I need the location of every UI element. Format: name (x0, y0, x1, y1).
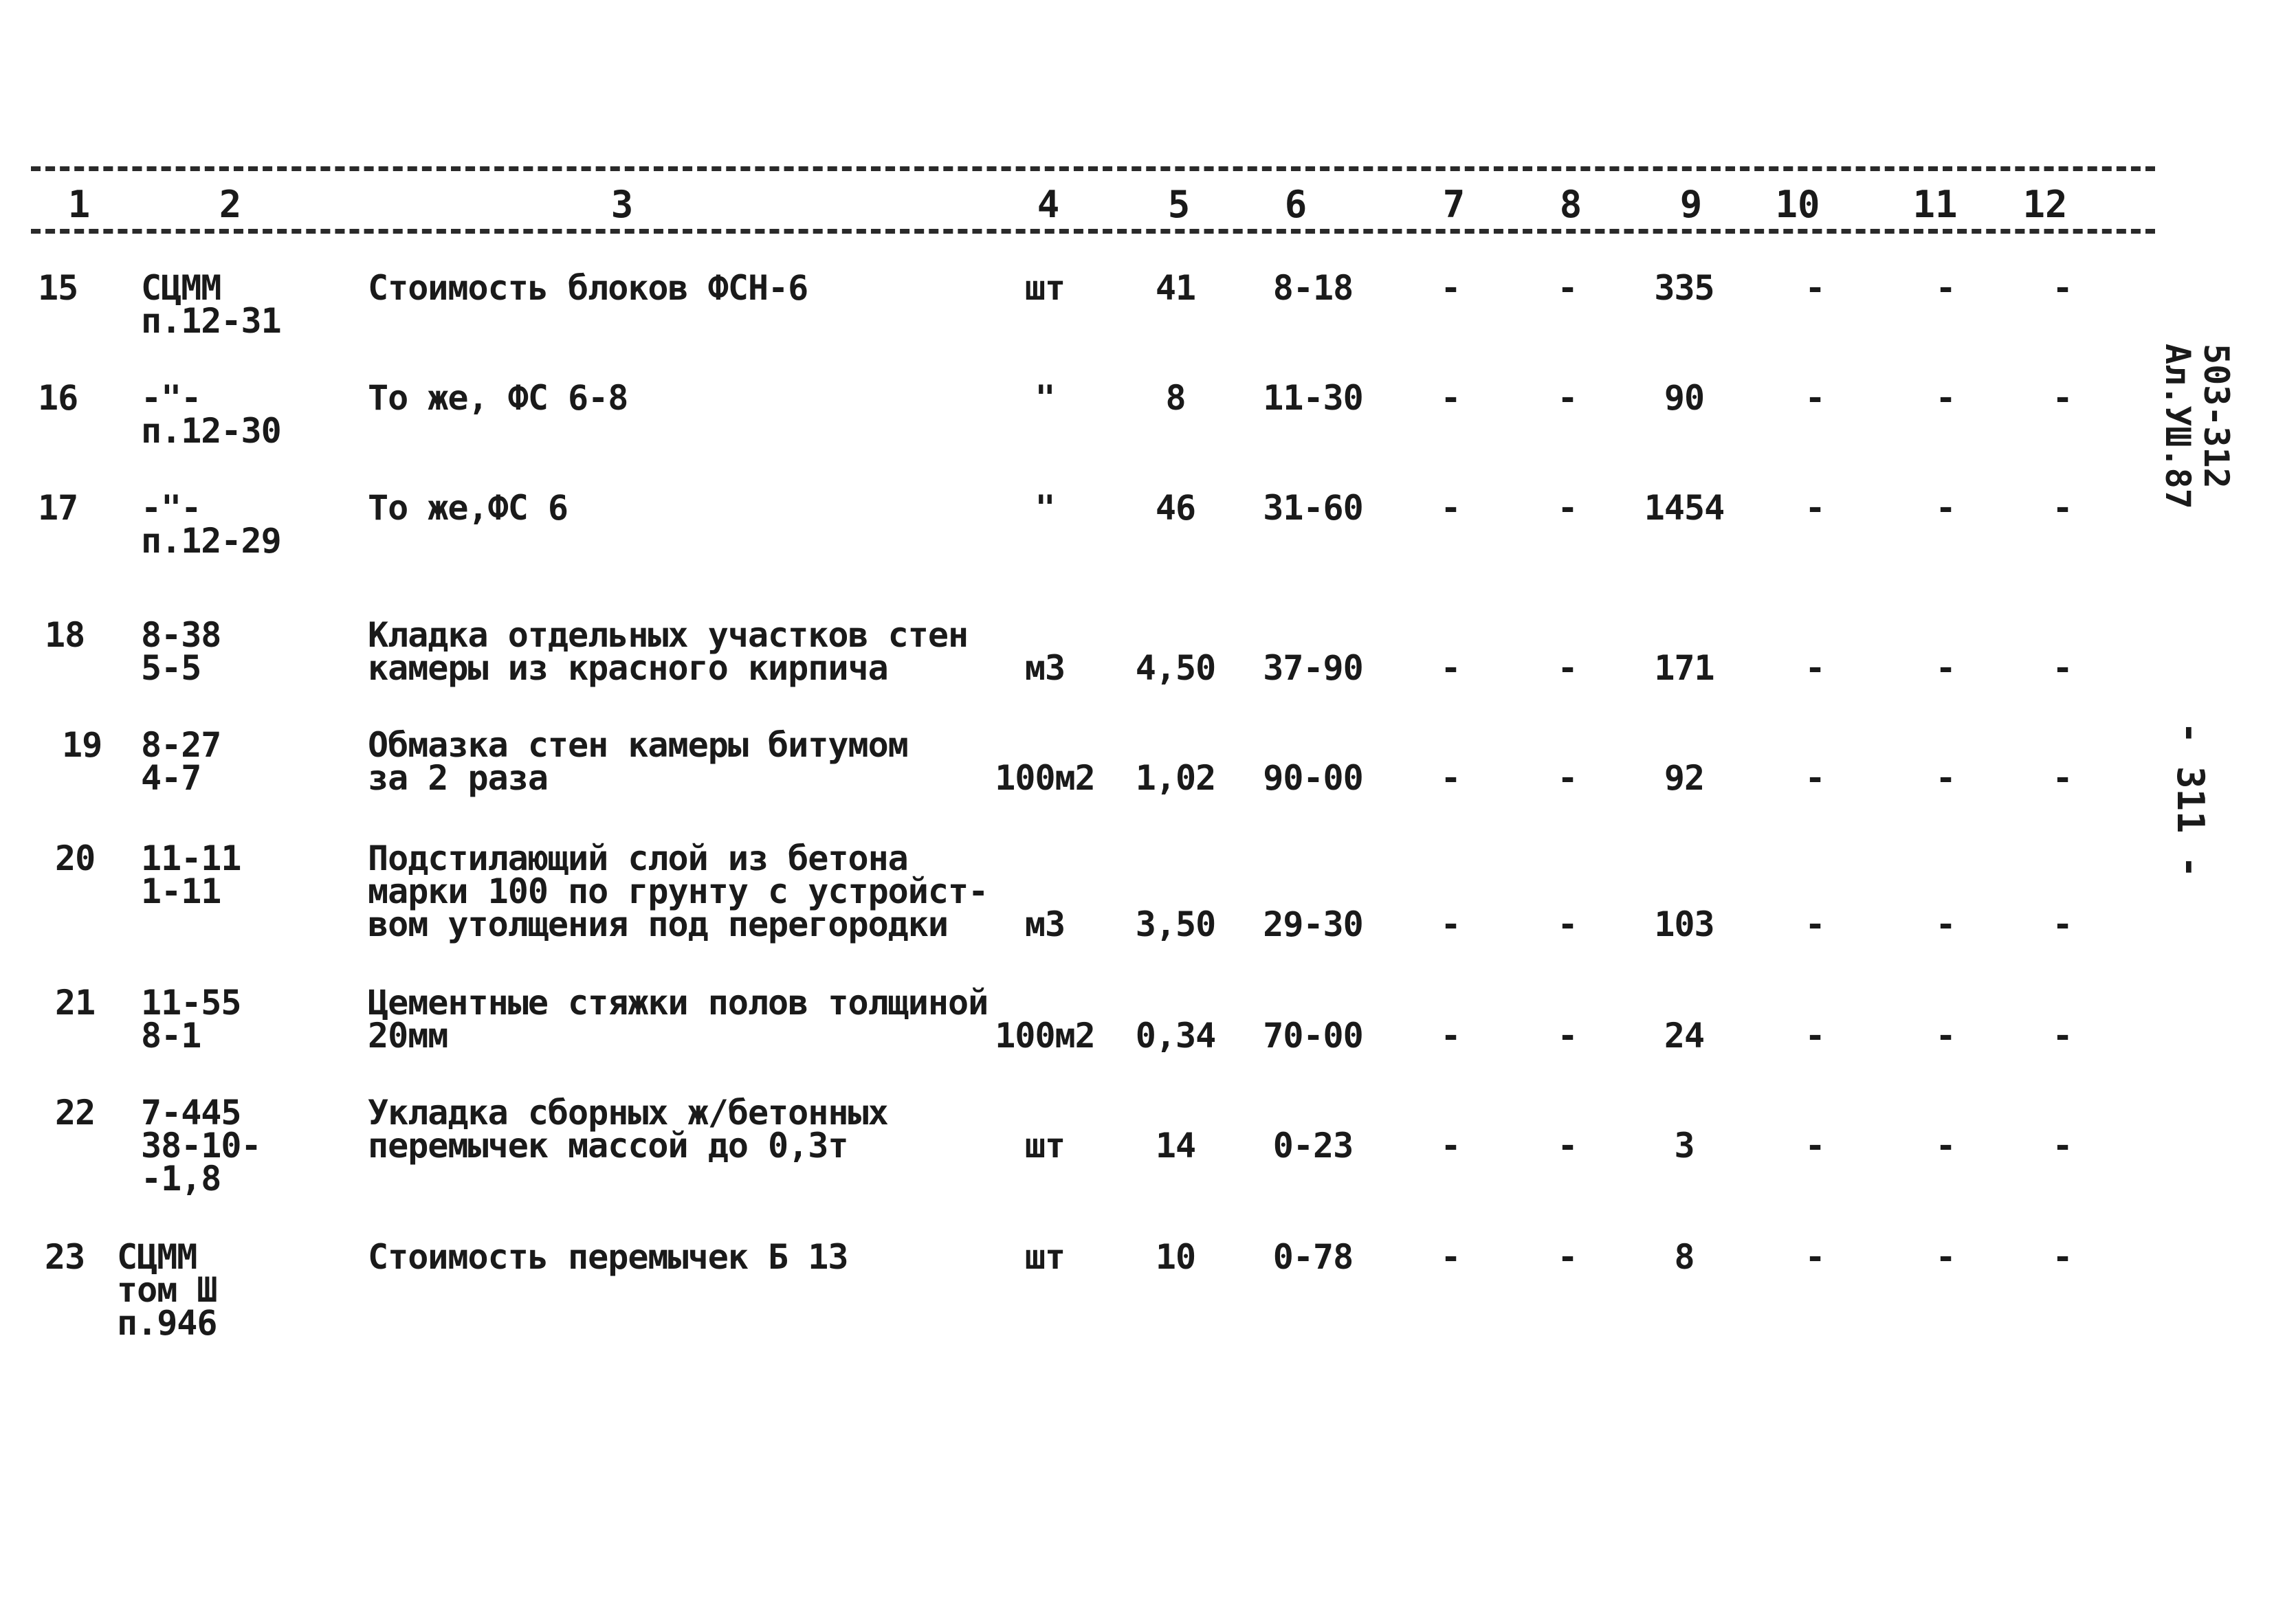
row-number: 20 (55, 838, 96, 878)
work-description: Укладка сборных ж/бетонных перемычек массой до 0,3т (368, 1093, 888, 1166)
document-code-line2: Ал.УШ.87 (2158, 344, 2198, 509)
unit: 100м2 (995, 758, 1095, 798)
col-12-value: - (2052, 1016, 2073, 1056)
row-number: 23 (45, 1237, 85, 1277)
col-10-value: - (1804, 268, 1825, 308)
col-11-value: - (1935, 488, 1956, 528)
col-header-12: 12 (2022, 183, 2068, 226)
total-cost: 335 (1654, 268, 1714, 308)
total-cost: 1454 (1644, 488, 1725, 528)
norm-code: -"- п.12-30 (141, 378, 281, 451)
norm-code: СЦММ том Ш п.946 (117, 1237, 217, 1343)
unit-price: 70-00 (1263, 1016, 1363, 1056)
unit: шт (1024, 268, 1066, 308)
col-7-value: - (1440, 648, 1461, 688)
col-12-value: - (2052, 378, 2073, 418)
row-number: 17 (38, 488, 78, 528)
col-8-value: - (1557, 1126, 1578, 1166)
document-code-line1: 503-312 (2196, 344, 2236, 489)
col-10-value: - (1804, 1126, 1825, 1166)
col-8-value: - (1557, 1016, 1578, 1056)
col-7-value: - (1440, 268, 1461, 308)
norm-code: 8-38 5-5 (141, 615, 221, 688)
unit: шт (1024, 1126, 1066, 1166)
row-number: 15 (38, 268, 78, 308)
col-10-value: - (1804, 758, 1825, 798)
col-header-8: 8 (1559, 183, 1582, 226)
col-header-4: 4 (1037, 183, 1060, 226)
col-7-value: - (1440, 1016, 1461, 1056)
total-cost: 90 (1664, 378, 1705, 418)
header-bottom-rule (31, 229, 2155, 234)
quantity: 3,50 (1135, 904, 1216, 944)
work-description: То же,ФС 6 (368, 488, 568, 528)
unit-price: 8-18 (1272, 268, 1354, 308)
quantity: 8 (1165, 378, 1186, 418)
quantity: 4,50 (1135, 648, 1216, 688)
total-cost: 24 (1664, 1016, 1705, 1056)
col-10-value: - (1804, 1016, 1825, 1056)
col-header-7: 7 (1442, 183, 1466, 226)
col-8-value: - (1557, 378, 1578, 418)
unit: " (1035, 488, 1055, 528)
quantity: 46 (1155, 488, 1196, 528)
col-11-value: - (1935, 758, 1956, 798)
unit: 100м2 (995, 1016, 1095, 1056)
quantity: 1,02 (1135, 758, 1216, 798)
col-11-value: - (1935, 1126, 1956, 1166)
work-description: Кладка отдельных участков стен камеры из красного кирпича (368, 615, 969, 688)
col-8-value: - (1557, 758, 1578, 798)
col-header-9: 9 (1679, 183, 1703, 226)
col-12-value: - (2052, 758, 2073, 798)
unit: м3 (1024, 648, 1066, 688)
col-12-value: - (2052, 904, 2073, 944)
row-number: 19 (62, 725, 102, 765)
unit-price: 11-30 (1263, 378, 1363, 418)
norm-code: 11-11 1-11 (141, 838, 241, 911)
unit-price: 0-78 (1272, 1237, 1354, 1277)
col-header-5: 5 (1167, 183, 1191, 226)
col-8-value: - (1557, 1237, 1578, 1277)
work-description: Стоимость перемычек Б 13 (368, 1237, 848, 1277)
col-11-value: - (1935, 904, 1956, 944)
col-11-value: - (1935, 648, 1956, 688)
total-cost: 171 (1654, 648, 1714, 688)
unit-price: 0-23 (1272, 1126, 1354, 1166)
work-description: Стоимость блоков ФСН-6 (368, 268, 808, 308)
row-number: 16 (38, 378, 78, 418)
unit: " (1035, 378, 1055, 418)
total-cost: 103 (1654, 904, 1714, 944)
document-code (2159, 344, 2236, 509)
col-12-value: - (2052, 1237, 2073, 1277)
col-7-value: - (1440, 904, 1461, 944)
col-7-value: - (1440, 758, 1461, 798)
unit-price: 31-60 (1263, 488, 1363, 528)
page-number: - 311 - (2169, 722, 2212, 878)
col-header-10: 10 (1775, 183, 1820, 226)
work-description: Подстилающий слой из бетона марки 100 по грунту с устройст- вом утолщения под перегородки (368, 838, 989, 944)
row-number: 18 (45, 615, 85, 655)
col-8-value: - (1557, 488, 1578, 528)
work-description: Цементные стяжки полов толщиной 20мм (368, 983, 989, 1056)
col-11-value: - (1935, 268, 1956, 308)
col-10-value: - (1804, 488, 1825, 528)
unit-price: 37-90 (1263, 648, 1363, 688)
norm-code: 7-445 38-10- -1,8 (141, 1093, 261, 1199)
col-7-value: - (1440, 1126, 1461, 1166)
unit: шт (1024, 1237, 1066, 1277)
col-11-value: - (1935, 1016, 1956, 1056)
norm-code: 11-55 8-1 (141, 983, 241, 1056)
quantity: 41 (1155, 268, 1196, 308)
row-number: 22 (55, 1093, 96, 1133)
col-8-value: - (1557, 648, 1578, 688)
col-10-value: - (1804, 648, 1825, 688)
total-cost: 92 (1664, 758, 1705, 798)
col-8-value: - (1557, 904, 1578, 944)
col-header-2: 2 (219, 183, 242, 226)
quantity: 10 (1155, 1237, 1196, 1277)
unit-price: 29-30 (1263, 904, 1363, 944)
col-7-value: - (1440, 1237, 1461, 1277)
unit: м3 (1024, 904, 1066, 944)
col-12-value: - (2052, 1126, 2073, 1166)
col-10-value: - (1804, 904, 1825, 944)
work-description: Обмазка стен камеры битумом за 2 раза (368, 725, 908, 798)
col-header-11: 11 (1912, 183, 1958, 226)
col-header-1: 1 (67, 183, 91, 226)
total-cost: 3 (1674, 1126, 1695, 1166)
col-8-value: - (1557, 268, 1578, 308)
quantity: 0,34 (1135, 1016, 1216, 1056)
col-12-value: - (2052, 268, 2073, 308)
col-header-3: 3 (610, 183, 634, 226)
norm-code: СЦММ п.12-31 (141, 268, 281, 341)
col-header-6: 6 (1284, 183, 1307, 226)
col-12-value: - (2052, 648, 2073, 688)
quantity: 14 (1155, 1126, 1196, 1166)
col-11-value: - (1935, 378, 1956, 418)
col-11-value: - (1935, 1237, 1956, 1277)
work-description: То же, ФС 6-8 (368, 378, 628, 418)
col-10-value: - (1804, 1237, 1825, 1277)
header-top-rule (31, 166, 2155, 171)
col-7-value: - (1440, 378, 1461, 418)
norm-code: 8-27 4-7 (141, 725, 221, 798)
col-10-value: - (1804, 378, 1825, 418)
row-number: 21 (55, 983, 96, 1023)
col-12-value: - (2052, 488, 2073, 528)
col-7-value: - (1440, 488, 1461, 528)
total-cost: 8 (1674, 1237, 1695, 1277)
norm-code: -"- п.12-29 (141, 488, 281, 561)
unit-price: 90-00 (1263, 758, 1363, 798)
